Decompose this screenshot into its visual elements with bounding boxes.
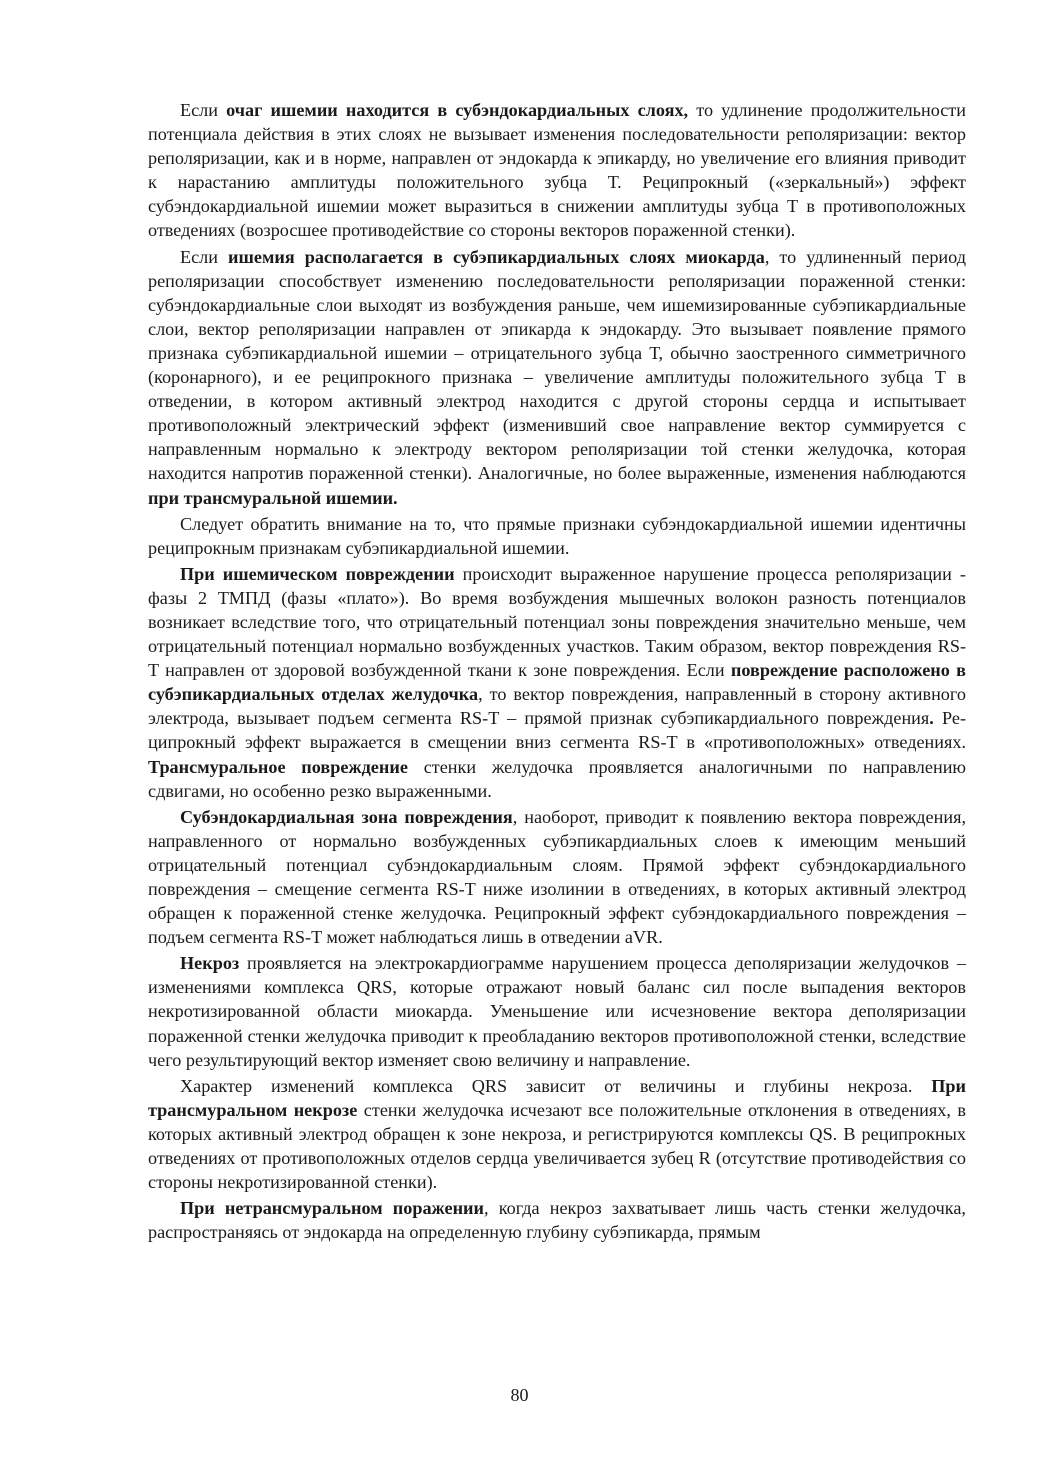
bold-term: Трансмуральное повреждение <box>148 756 408 777</box>
text-run: , когда некроз захватывает лишь часть стенки желудочка, распространяясь от эндокарда на определенную глубину субэпикарда, прямым <box>148 1198 966 1243</box>
text-run: Если <box>180 100 227 120</box>
bold-term: очаг ишемии находится в субэндокардиальных слоях, <box>226 100 689 120</box>
bold-term: При нетрансмуральном поражении <box>180 1198 485 1219</box>
text-run: проявляется на электрокардиограмме нарушением процесса деполяризации желудочков – изменениями комплекса QRS, которые отражают новый баланс сил после выпадения векторов некротизированной области миокарда. Уменьшение или исчезновение вектора деполяризации пораженной стенки желудочка приводит к преобладанию векторов противоположной стенки, вследствие чего результирующий вектор изменяет свою величину и направление. <box>148 953 966 1070</box>
text-run: Реципрокный эффект выражается в смещении вниз сегмента RS-T в «противоположных» отведениях. <box>148 708 966 753</box>
paragraph-necrosis <box>148 951 966 1071</box>
paragraph-subendocardial-ischemia <box>148 98 966 243</box>
text-run: стенки желудочка проявляется аналогичными по направлению сдвигами, но особенно резко выраженными. <box>148 756 967 801</box>
text-run: Характер изменений комплекса QRS зависит от величины и глубины некроза. <box>180 1075 932 1096</box>
text-run: то удлинение продолжительности потенциала действия в этих слоях не вызывает изменения последовательности реполяризации: вектор реполяризации, как и в норме, направлен от эндокарда к эпикарду, но увеличение его влияния приводит к нарастанию амплитуды положительного зубца Т. Реципрокный («зеркальный») эффект субэндокардиальной ишемии может выразиться в снижении амплитуды зубца Т в противоположных отведениях (возросшее противодействие со стороны векторов пораженной стенки). <box>148 100 966 241</box>
paragraph-subepicardial-ischemia <box>148 245 966 510</box>
paragraph-subendocardial-injury-zone <box>148 805 966 950</box>
bold-term: повреждение расположено в субэпикардиальных отделах желудочка <box>148 660 966 705</box>
paragraph-ischemic-injury <box>148 562 966 803</box>
bold-term: Субэндокардиальная зона повреждения <box>180 806 513 827</box>
text-run: Следует обратить внимание на то, что прямые признаки субэндокардиальной ишемии идентичны реципрокным признакам субэпикардиальной ишемии. <box>148 513 966 558</box>
text-run: стенки желудочка исчезают все положительные отклонения в отведениях, в которых активный электрод обращен к зоне некроза, и регистрируются комплексы QS. В реципрокных отведениях от противоположных отделов сердца увеличивается зубец R (отсутствие противодействия со стороны некротизированной стенки). <box>148 1099 966 1193</box>
page-number: 80 <box>510 1385 529 1405</box>
bold-term: Некроз <box>180 953 240 974</box>
bold-term: ишемия располагается в субэпикардиальных слоях миокарда <box>228 246 765 267</box>
bold-term: при трансмуральной ишемии. <box>148 487 398 508</box>
page-content <box>148 98 966 1246</box>
paragraph-direct-reciprocal-signs <box>148 512 966 560</box>
text-run: , то удлиненный период реполяризации способствует изменению последовательности реполяризации пораженной стенки: субэндокардиальные слои выходят из возбуждения раньше, чем ишемизированные субэпикардиальные слои, вектор реполяризации направлен от эпикарда к эндокарду. Это вызывает появление прямого признака субэпикардиальной ишемии – отрицательного зубца Т, обычно заостренного симметричного (коронарного), и ее реципрокного признака – увеличение амплитуды положительного зубца Т в отведении, в котором активный электрод находится с другой стороны сердца и испытывает противоположный электрический эффект (изменивший свое направление вектор суммируется с направленным нормально к электроду вектором реполяризации той стенки желудочка, которая находится напротив пораженной стенки). Аналогичные, но более выраженные, изменения наблюдаются <box>148 246 966 484</box>
paragraph-nontransmural-lesion <box>148 1196 966 1244</box>
bold-term: При трансмуральном некрозе <box>148 1075 966 1120</box>
paragraph-qrs-changes <box>148 1074 966 1194</box>
bold-term: При ишемическом повреждении <box>180 563 455 584</box>
bold-term: . <box>929 708 934 729</box>
text-run: , то вектор повреждения, направленный в сторону активного электрода, вызывает подъем сегмента RS-T – прямой признак субэпикардиального повреждения <box>148 684 967 729</box>
text-run: Если <box>180 246 229 267</box>
text-run: происходит выраженное нарушение процесса реполяризации - фазы 2 ТМПД (фазы «плато»). Во время возбуждения мышечных волокон разность потенциалов возникает вследствие того, что отрицательный потенциал зоны повреждения значительно меньше, чем отрицательный потенциал нормально возбужденных участков. Таким образом, вектор повреждения RS-T направлен от здоровой возбужденной ткани к зоне повреждения. Если <box>148 563 966 681</box>
text-run: , наоборот, приводит к появлению вектора повреждения, направленного от нормально возбужденных субэпикардиальных слоев к имеющим меньший отрицательный потенциал субэндокардиальным слоям. Прямой эффект субэндокардиального повреждения – смещение сегмента RS-T ниже изолинии в отведениях, в которых активный электрод обращен к пораженной стенке желудочка. Реципрокный эффект субэндокардиального повреждения – подъем сегмента RS-T может наблюдаться лишь в отведении aVR. <box>148 806 966 948</box>
